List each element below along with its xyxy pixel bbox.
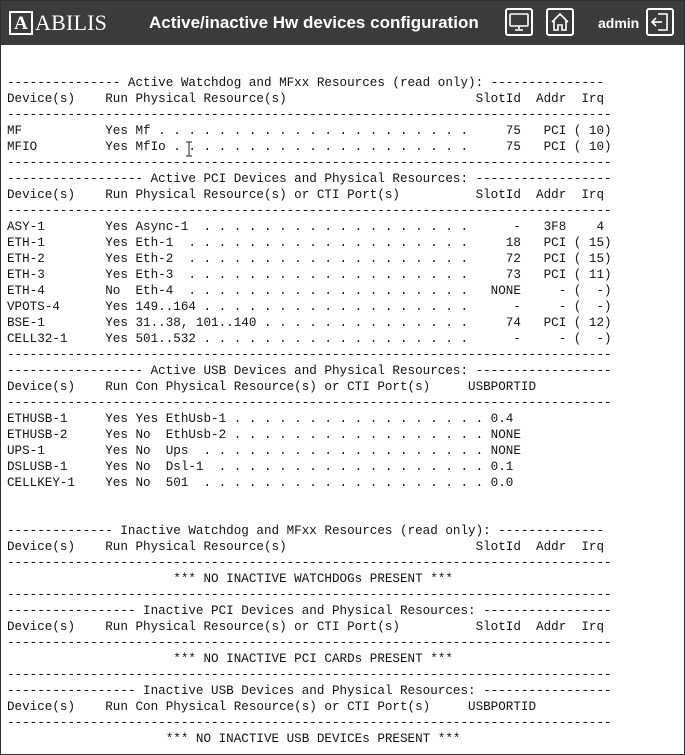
report-line: --------------------------------------------------------------------------------: [7, 204, 612, 218]
report-line: ----------------- Inactive USB Devices and Physical Resources: -----------------: [7, 684, 612, 698]
home-icon[interactable]: [546, 8, 574, 36]
report-line: --------------------------------------------------------------------------------: [7, 396, 612, 410]
logo-text: ABILIS: [35, 10, 108, 35]
report-line: --------------------------------------------------------------------------------: [7, 668, 612, 682]
report-line: ETH-4 No Eth-4 . . . . . . . . . . . . . . . . . . . NONE - ( -): [7, 284, 612, 298]
report-line: BSE-1 Yes 31..38, 101..140 . . . . . . . . . . . . . . 74 PCI ( 12): [7, 316, 612, 330]
report-line: MFIO Yes MfIo . . . . . . . . . . . . . . . . . . . . 75 PCI ( 10): [7, 140, 612, 154]
report-line: *** NO INACTIVE PCI CARDs PRESENT ***: [7, 652, 453, 666]
report-line: Device(s) Run Physical Resource(s) or CTI Port(s) SlotId Addr Irq: [7, 188, 605, 202]
report-line: CELL32-1 Yes 501..532 . . . . . . . . . . . . . . . . . . - - ( -): [7, 332, 612, 346]
report-line: ------------------ Active USB Devices and Physical Resources: ------------------: [7, 364, 612, 378]
resources-report: [7, 75, 684, 747]
report-line: UPS-1 Yes No Ups . . . . . . . . . . . . . . . . . . . NONE: [7, 444, 521, 458]
report-line: MF Yes Mf . . . . . . . . . . . . . . . . . . . . . 75 PCI ( 10): [7, 124, 612, 138]
report-line: Device(s) Run Physical Resource(s) or CTI Port(s) SlotId Addr Irq: [7, 620, 605, 634]
report-line: DSLUSB-1 Yes No Dsl-1 . . . . . . . . . . . . . . . . . . 0.1: [7, 460, 514, 474]
page-title: Active/inactive Hw devices configuration: [149, 13, 479, 32]
user-name[interactable]: admin: [598, 15, 640, 31]
report-line: --------------------------------------------------------------------------------: [7, 108, 612, 122]
report-line: Device(s) Run Con Physical Resource(s) or CTI Port(s) USBPORTID: [7, 700, 537, 714]
report-line: [7, 507, 684, 523]
report-line: [7, 491, 684, 507]
report-line: ----------------- Inactive PCI Devices and Physical Resources: -----------------: [7, 604, 612, 618]
report-line: ETH-2 Yes Eth-2 . . . . . . . . . . . . . . . . . . . 72 PCI ( 15): [7, 252, 612, 266]
report-line: Device(s) Run Physical Resource(s) SlotId Addr Irq: [7, 92, 605, 106]
report-line: *** NO INACTIVE USB DEVICEs PRESENT ***: [7, 732, 461, 746]
report-line: ETH-1 Yes Eth-1 . . . . . . . . . . . . . . . . . . . 18 PCI ( 15): [7, 236, 612, 250]
report-line: VPOTS-4 Yes 149..164 . . . . . . . . . . . . . . . . . . - - ( -): [7, 300, 612, 314]
report-line: ASY-1 Yes Async-1 . . . . . . . . . . . . . . . . . . - 3F8 4: [7, 220, 605, 234]
report-line: --------------------------------------------------------------------------------: [7, 636, 612, 650]
report-line: ETH-3 Yes Eth-3 . . . . . . . . . . . . . . . . . . . 73 PCI ( 11): [7, 268, 612, 282]
report-line: ETHUSB-1 Yes Yes EthUsb-1 . . . . . . . . . . . . . . . . . 0.4: [7, 412, 514, 426]
text-cursor-icon: [185, 141, 193, 157]
abilis-logo[interactable]: [9, 9, 107, 37]
report-line: ETHUSB-2 Yes No EthUsb-2 . . . . . . . . . . . . . . . . . NONE: [7, 428, 521, 442]
report-line: Device(s) Run Physical Resource(s) SlotId Addr Irq: [7, 540, 605, 554]
report-line: --------------------------------------------------------------------------------: [7, 348, 612, 362]
report-line: --------------- Active Watchdog and MFxx Resources (read only): ---------------: [7, 76, 605, 90]
header-bar: [1, 1, 684, 45]
report-line: *** NO INACTIVE WATCHDOGs PRESENT ***: [7, 572, 453, 586]
monitor-icon[interactable]: [505, 8, 533, 36]
report-line: -------------- Inactive Watchdog and MFxx Resources (read only): --------------: [7, 524, 605, 538]
report-line: CELLKEY-1 Yes No 501 . . . . . . . . . . . . . . . . . . . 0.0: [7, 476, 514, 490]
report-line: Device(s) Run Con Physical Resource(s) or CTI Port(s) USBPORTID: [7, 380, 537, 394]
logout-icon[interactable]: [646, 8, 674, 36]
report-line: --------------------------------------------------------------------------------: [7, 588, 612, 602]
report-line: --------------------------------------------------------------------------------: [7, 156, 612, 170]
report-line: ------------------ Active PCI Devices and Physical Resources: ------------------: [7, 172, 612, 186]
logo-mark: A: [9, 11, 33, 35]
report-line: --------------------------------------------------------------------------------: [7, 716, 612, 730]
report-line: --------------------------------------------------------------------------------: [7, 556, 612, 570]
